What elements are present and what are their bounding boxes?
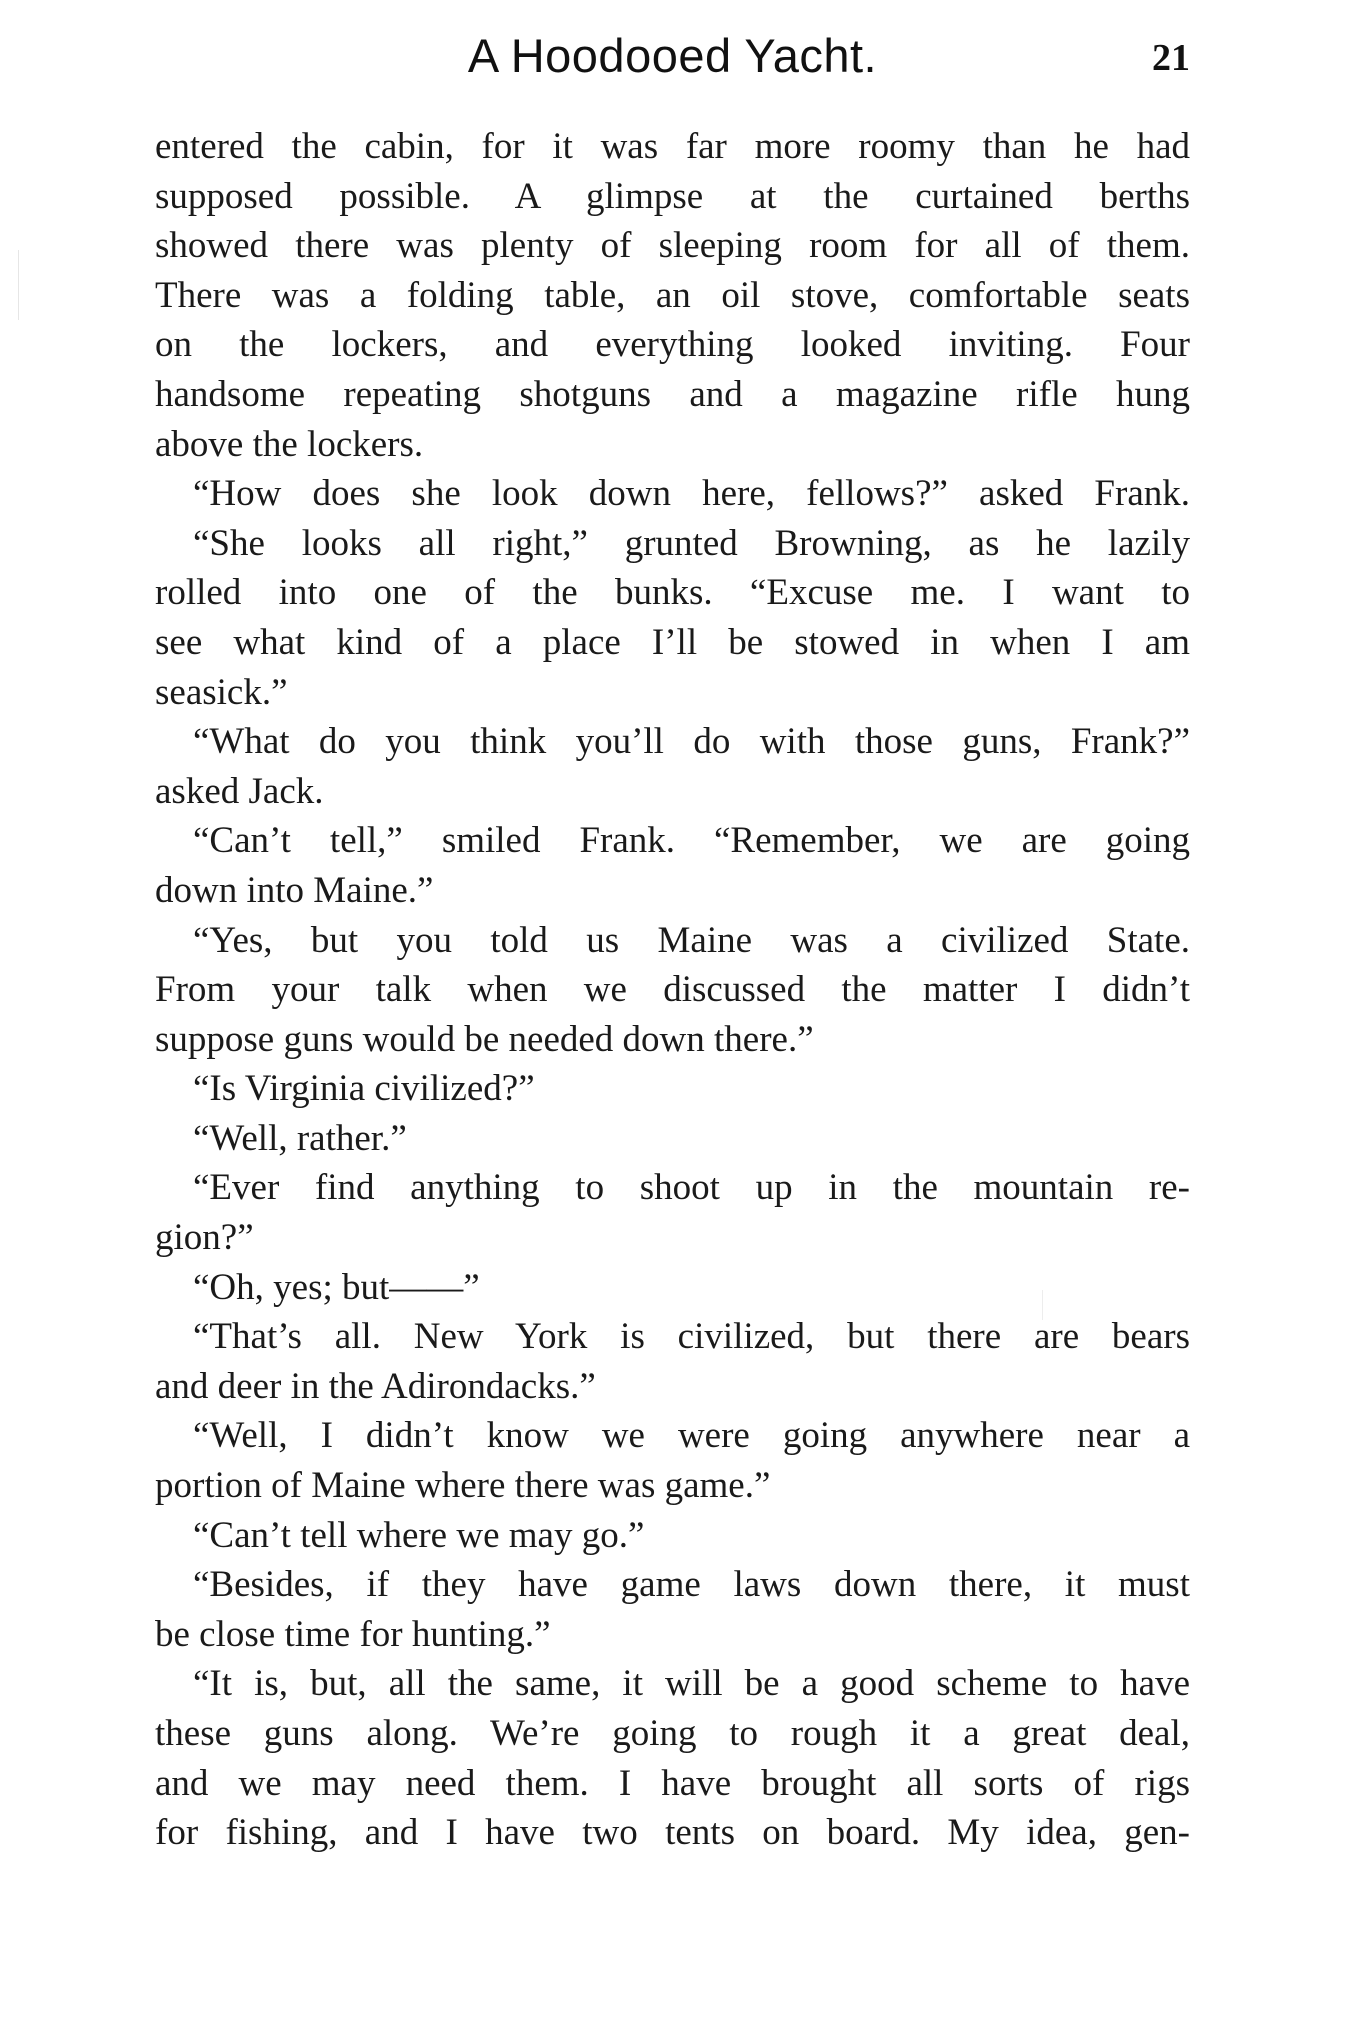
text-line: and we may need them. I have brought all sorts of rigs	[155, 1762, 1190, 1804]
text-line: handsome repeating shotguns and a magazine rifle hung	[155, 373, 1190, 415]
text-line: showed there was plenty of sleeping room for all of them.	[155, 225, 1190, 267]
text-line: “She looks all right,” grunted Browning, as he lazily	[193, 522, 1190, 564]
text-line: From your talk when we discussed the matter I didn’t	[155, 969, 1190, 1011]
text-line: “Can’t tell where we may go.”	[193, 1514, 645, 1556]
text-line: “Can’t tell,” smiled Frank. “Remember, we are going	[193, 820, 1190, 862]
text-line: “It is, but, all the same, it will be a good scheme to have	[193, 1663, 1190, 1705]
text-line: see what kind of a place I’ll be stowed in when I am	[155, 621, 1190, 663]
text-line: “Is Virginia civilized?”	[193, 1068, 535, 1110]
text-line: rolled into one of the bunks. “Excuse me. I want to	[155, 572, 1190, 614]
text-line: “What do you think you’ll do with those guns, Frank?”	[193, 721, 1190, 763]
text-line: “Ever find anything to shoot up in the mountain re-	[193, 1167, 1190, 1209]
text-line: above the lockers.	[155, 423, 424, 465]
text-line: supposed possible. A glimpse at the curtained berths	[155, 175, 1190, 217]
text-line: “Oh, yes; but——”	[193, 1266, 480, 1308]
text-line: asked Jack.	[155, 770, 324, 812]
text-line: seasick.”	[155, 671, 288, 713]
text-line: “Yes, but you told us Maine was a civilized State.	[193, 919, 1190, 961]
running-title: A Hoodooed Yacht.	[467, 29, 878, 82]
text-line: these guns along. We’re going to rough it a great deal,	[155, 1713, 1190, 1754]
text-line: “Besides, if they have game laws down there, it must	[193, 1564, 1190, 1606]
text-line: and deer in the Adirondacks.”	[155, 1365, 596, 1407]
running-head	[155, 28, 1190, 98]
text-line: entered the cabin, for it was far more roomy than he had	[155, 126, 1190, 167]
text-line: gion?”	[155, 1217, 254, 1259]
text-line: on the lockers, and everything looked inviting. Four	[155, 324, 1190, 366]
text-line: down into Maine.”	[155, 869, 434, 911]
text-line: be close time for hunting.”	[155, 1613, 551, 1655]
text-line: “Well, rather.”	[193, 1117, 407, 1159]
text-line: There was a folding table, an oil stove, comfortable seats	[155, 274, 1190, 316]
text-line: “How does she look down here, fellows?” asked Frank.	[193, 473, 1190, 515]
text-line: “That’s all. New York is civilized, but there are bears	[193, 1316, 1190, 1358]
body-text	[155, 122, 1190, 1858]
text-line: portion of Maine where there was game.”	[155, 1465, 771, 1507]
scan-artifact	[18, 250, 19, 320]
text-line: for fishing, and I have two tents on board. My idea, gen-	[155, 1812, 1190, 1854]
text-line: suppose guns would be needed down there.”	[155, 1018, 814, 1060]
text-line: “Well, I didn’t know we were going anywhere near a	[193, 1415, 1190, 1457]
page-number: 21	[1152, 37, 1190, 79]
